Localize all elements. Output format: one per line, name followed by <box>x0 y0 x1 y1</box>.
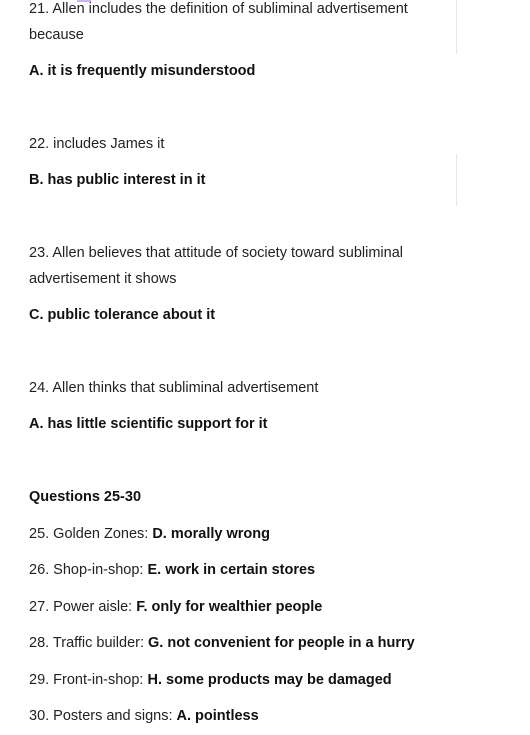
matching-item-29 <box>29 671 392 689</box>
margin-divider-top <box>456 0 457 54</box>
matching-item-26 <box>29 561 315 579</box>
question-24-prompt-line-1: 24. Allen thinks that subliminal advertisement <box>29 380 319 396</box>
matching-item-25 <box>29 525 270 543</box>
matching-item-label: 30. Posters and signs: <box>29 708 177 724</box>
matching-item-answer: E. work in certain stores <box>147 562 316 578</box>
margin-divider-middle <box>456 154 457 206</box>
question-21-answer: A. it is frequently misunderstood <box>29 63 256 79</box>
matching-item-answer: H. some products may be damaged <box>147 672 392 688</box>
question-23-prompt-line-1: 23. Allen believes that attitude of society toward subliminal <box>29 245 403 261</box>
matching-item-label: 26. Shop-in-shop: <box>29 562 148 578</box>
question-24-answer: A. has little scientific support for it <box>29 416 268 432</box>
matching-item-28 <box>29 634 415 652</box>
matching-item-answer: A. pointless <box>176 708 259 724</box>
matching-item-label: 25. Golden Zones: <box>29 526 153 542</box>
matching-item-answer: G. not convenient for people in a hurry <box>148 635 415 651</box>
section-heading: Questions 25-30 <box>29 489 142 505</box>
matching-item-answer: F. only for wealthier people <box>136 599 323 615</box>
question-22-answer: B. has public interest in it <box>29 172 206 188</box>
question-21-prompt-line-1: 21. Allen includes the definition of subliminal advertisement <box>29 1 408 17</box>
matching-item-answer: D. morally wrong <box>152 526 270 542</box>
question-23-answer: C. public tolerance about it <box>29 307 216 323</box>
matching-item-label: 27. Power aisle: <box>29 599 137 615</box>
matching-item-label: 28. Traffic builder: <box>29 635 149 651</box>
question-21-prompt-line-2: because <box>29 27 84 43</box>
matching-item-27 <box>29 598 322 616</box>
question-23-prompt-line-2: advertisement it shows <box>29 271 177 287</box>
matching-item-label: 29. Front-in-shop: <box>29 672 148 688</box>
question-22-prompt-line-1: 22. includes James it <box>29 136 165 152</box>
matching-item-30 <box>29 707 259 725</box>
